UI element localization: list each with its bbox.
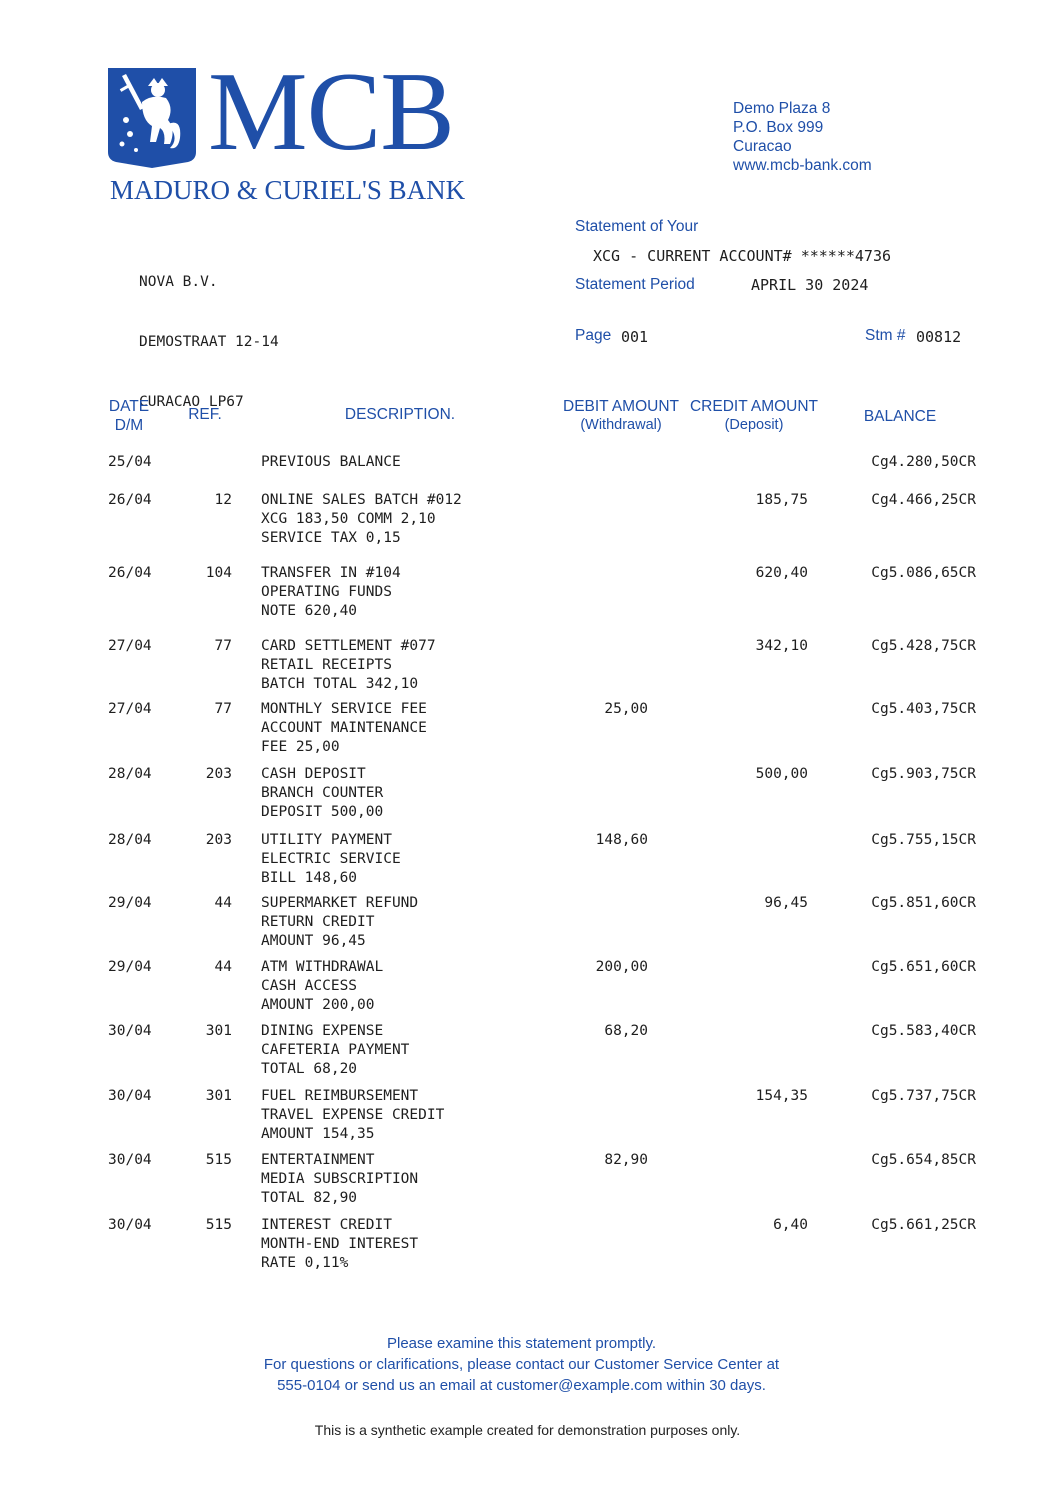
row-description-line: TOTAL 82,90 bbox=[261, 1190, 358, 1206]
row-description-line: RATE 0,11% bbox=[261, 1255, 349, 1271]
row-debit: 68,20 bbox=[604, 1023, 648, 1039]
row-balance: Cg5.403,75CR bbox=[871, 701, 976, 717]
row-description bbox=[261, 637, 561, 694]
row-description bbox=[261, 700, 561, 757]
row-description bbox=[261, 1151, 561, 1208]
row-description-line: CARD SETTLEMENT #077 bbox=[261, 638, 436, 654]
row-debit: 148,60 bbox=[595, 832, 648, 848]
row-ref: 77 bbox=[214, 701, 232, 717]
row-balance: Cg5.428,75CR bbox=[871, 638, 976, 654]
page-label: Page bbox=[575, 327, 612, 344]
row-debit: 200,00 bbox=[595, 959, 648, 975]
row-description-line: SUPERMARKET REFUND bbox=[261, 895, 419, 911]
row-description-line: ENTERTAINMENT bbox=[261, 1152, 375, 1168]
customer-name: NOVA B.V. bbox=[139, 274, 218, 290]
row-description-line: DINING EXPENSE bbox=[261, 1023, 384, 1039]
row-ref: 203 bbox=[205, 832, 232, 848]
row-description-line: CASH ACCESS bbox=[261, 978, 358, 994]
row-description-line: CASH DEPOSIT bbox=[261, 766, 366, 782]
row-description-line: TRANSFER IN #104 bbox=[261, 565, 401, 581]
column-header-date bbox=[100, 397, 158, 435]
row-description-line: BRANCH COUNTER bbox=[261, 785, 384, 801]
customer-street: DEMOSTRAAT 12-14 bbox=[139, 334, 279, 350]
row-description-line: TRAVEL EXPENSE CREDIT bbox=[261, 1107, 445, 1123]
row-description bbox=[261, 894, 561, 951]
row-balance: Cg5.651,60CR bbox=[871, 959, 976, 975]
row-ref: 515 bbox=[205, 1152, 232, 1168]
bank-address-street: Demo Plaza 8 bbox=[733, 100, 831, 117]
customer-address bbox=[139, 232, 279, 432]
bank-address bbox=[733, 99, 872, 175]
row-description-line: ATM WITHDRAWAL bbox=[261, 959, 384, 975]
row-description-line: ONLINE SALES BATCH #012 bbox=[261, 492, 462, 508]
row-description-line: MONTHLY SERVICE FEE bbox=[261, 701, 427, 717]
footer-line: Please examine this statement promptly. bbox=[386, 1335, 656, 1352]
row-description-line: AMOUNT 96,45 bbox=[261, 933, 366, 949]
row-ref: 44 bbox=[214, 959, 232, 975]
row-date: 26/04 bbox=[108, 565, 152, 581]
row-description bbox=[261, 765, 561, 822]
bank-logo bbox=[108, 50, 488, 208]
row-date: 27/04 bbox=[108, 701, 152, 717]
column-header-debit bbox=[558, 397, 684, 435]
footer-notice bbox=[0, 1333, 1043, 1396]
row-credit: 154,35 bbox=[755, 1088, 808, 1104]
row-ref: 301 bbox=[205, 1023, 232, 1039]
row-description-line: CAFETERIA PAYMENT bbox=[261, 1042, 410, 1058]
row-description bbox=[261, 491, 561, 548]
row-balance: Cg5.661,25CR bbox=[871, 1217, 976, 1233]
row-debit: 82,90 bbox=[604, 1152, 648, 1168]
bank-name: MADURO & CURIEL'S BANK bbox=[110, 175, 466, 205]
row-description-line: NOTE 620,40 bbox=[261, 603, 358, 619]
column-header-ref: REF. bbox=[188, 406, 222, 423]
column-header-debit-line2: (Withdrawal) bbox=[580, 417, 662, 433]
customer-city: CURACAO LP67 bbox=[139, 394, 244, 410]
row-balance: Cg5.755,15CR bbox=[871, 832, 976, 848]
column-header-debit-line1: DEBIT AMOUNT bbox=[563, 398, 679, 415]
row-balance: Cg5.654,85CR bbox=[871, 1152, 976, 1168]
bank-address-country: Curacao bbox=[733, 138, 792, 155]
row-ref: 77 bbox=[214, 638, 232, 654]
row-debit: 25,00 bbox=[604, 701, 648, 717]
row-description bbox=[261, 831, 561, 888]
statement-of-label: Statement of Your bbox=[575, 218, 699, 235]
stm-label: Stm # bbox=[865, 327, 906, 344]
row-description-line: MEDIA SUBSCRIPTION bbox=[261, 1171, 419, 1187]
row-credit: 185,75 bbox=[755, 492, 808, 508]
row-date: 30/04 bbox=[108, 1088, 152, 1104]
row-description bbox=[261, 1087, 561, 1144]
row-date: 28/04 bbox=[108, 766, 152, 782]
row-date: 28/04 bbox=[108, 832, 152, 848]
footer-line: For questions or clarifications, please contact our Customer Service Center at bbox=[263, 1356, 780, 1373]
row-description-line: BATCH TOTAL 342,10 bbox=[261, 676, 419, 692]
row-date: 30/04 bbox=[108, 1152, 152, 1168]
row-ref: 12 bbox=[214, 492, 232, 508]
row-description-line: BILL 148,60 bbox=[261, 870, 358, 886]
row-description-line: FUEL REIMBURSEMENT bbox=[261, 1088, 419, 1104]
row-credit: 342,10 bbox=[755, 638, 808, 654]
column-header-description: DESCRIPTION. bbox=[344, 406, 456, 423]
row-description-line: INTEREST CREDIT bbox=[261, 1217, 392, 1233]
row-description-line: MONTH-END INTEREST bbox=[261, 1236, 419, 1252]
row-description bbox=[261, 958, 561, 1015]
row-description-line: UTILITY PAYMENT bbox=[261, 832, 392, 848]
row-balance: Cg5.737,75CR bbox=[871, 1088, 976, 1104]
row-date: 29/04 bbox=[108, 959, 152, 975]
account-number: XCG - CURRENT ACCOUNT# ******4736 bbox=[593, 247, 892, 265]
row-balance: Cg5.903,75CR bbox=[871, 766, 976, 782]
bank-address-pobox: P.O. Box 999 bbox=[733, 119, 824, 136]
row-description-line: AMOUNT 200,00 bbox=[261, 997, 375, 1013]
row-date: 29/04 bbox=[108, 895, 152, 911]
disclaimer: This is a synthetic example created for demonstration purposes only. bbox=[314, 1422, 741, 1438]
stm-number: 00812 bbox=[916, 328, 962, 346]
column-header-date-line1: DATE bbox=[108, 398, 150, 415]
row-date: 26/04 bbox=[108, 492, 152, 508]
row-balance: Cg4.280,50CR bbox=[871, 454, 976, 470]
row-balance: Cg5.851,60CR bbox=[871, 895, 976, 911]
row-description-line: ACCOUNT MAINTENANCE bbox=[261, 720, 427, 736]
row-credit: 500,00 bbox=[755, 766, 808, 782]
row-description-line: RETURN CREDIT bbox=[261, 914, 375, 930]
row-ref: 44 bbox=[214, 895, 232, 911]
row-date: 27/04 bbox=[108, 638, 152, 654]
row-ref: 104 bbox=[205, 565, 232, 581]
row-date: 30/04 bbox=[108, 1023, 152, 1039]
row-description bbox=[261, 453, 561, 472]
column-header-date-line2: D/M bbox=[114, 417, 144, 434]
row-credit: 6,40 bbox=[773, 1217, 808, 1233]
row-description-line: SERVICE TAX 0,15 bbox=[261, 530, 401, 546]
statement-period-value: APRIL 30 2024 bbox=[751, 276, 869, 294]
row-description-line: XCG 183,50 COMM 2,10 bbox=[261, 511, 436, 527]
row-balance: Cg5.583,40CR bbox=[871, 1023, 976, 1039]
row-description bbox=[261, 1022, 561, 1079]
row-ref: 515 bbox=[205, 1217, 232, 1233]
column-header-credit bbox=[688, 397, 820, 435]
row-ref: 301 bbox=[205, 1088, 232, 1104]
lion-shield-icon bbox=[108, 68, 196, 168]
row-description-line: AMOUNT 154,35 bbox=[261, 1126, 375, 1142]
row-date: 25/04 bbox=[108, 454, 152, 470]
row-description-line: FEE 25,00 bbox=[261, 739, 340, 755]
row-description-line: OPERATING FUNDS bbox=[261, 584, 392, 600]
row-description-line: PREVIOUS BALANCE bbox=[261, 454, 401, 470]
column-header-credit-line1: CREDIT AMOUNT bbox=[689, 398, 819, 415]
row-description bbox=[261, 1216, 561, 1273]
column-header-balance: BALANCE bbox=[863, 408, 937, 425]
row-balance: Cg5.086,65CR bbox=[871, 565, 976, 581]
column-header-credit-line2: (Deposit) bbox=[724, 417, 784, 433]
row-ref: 203 bbox=[205, 766, 232, 782]
row-description-line: RETAIL RECEIPTS bbox=[261, 657, 392, 673]
bank-website-link[interactable]: www.mcb-bank.com bbox=[733, 157, 872, 174]
statement-period-label: Statement Period bbox=[575, 276, 695, 293]
bank-wordmark: MCB bbox=[208, 50, 454, 174]
row-description-line: DEPOSIT 500,00 bbox=[261, 804, 384, 820]
row-description-line: TOTAL 68,20 bbox=[261, 1061, 358, 1077]
row-credit: 620,40 bbox=[755, 565, 808, 581]
page-number: 001 bbox=[621, 328, 649, 346]
row-description bbox=[261, 564, 561, 621]
row-credit: 96,45 bbox=[764, 895, 808, 911]
row-date: 30/04 bbox=[108, 1217, 152, 1233]
row-balance: Cg4.466,25CR bbox=[871, 492, 976, 508]
row-description-line: ELECTRIC SERVICE bbox=[261, 851, 401, 867]
footer-line: 555-0104 or send us an email at customer@example.com within 30 days. bbox=[277, 1377, 766, 1394]
